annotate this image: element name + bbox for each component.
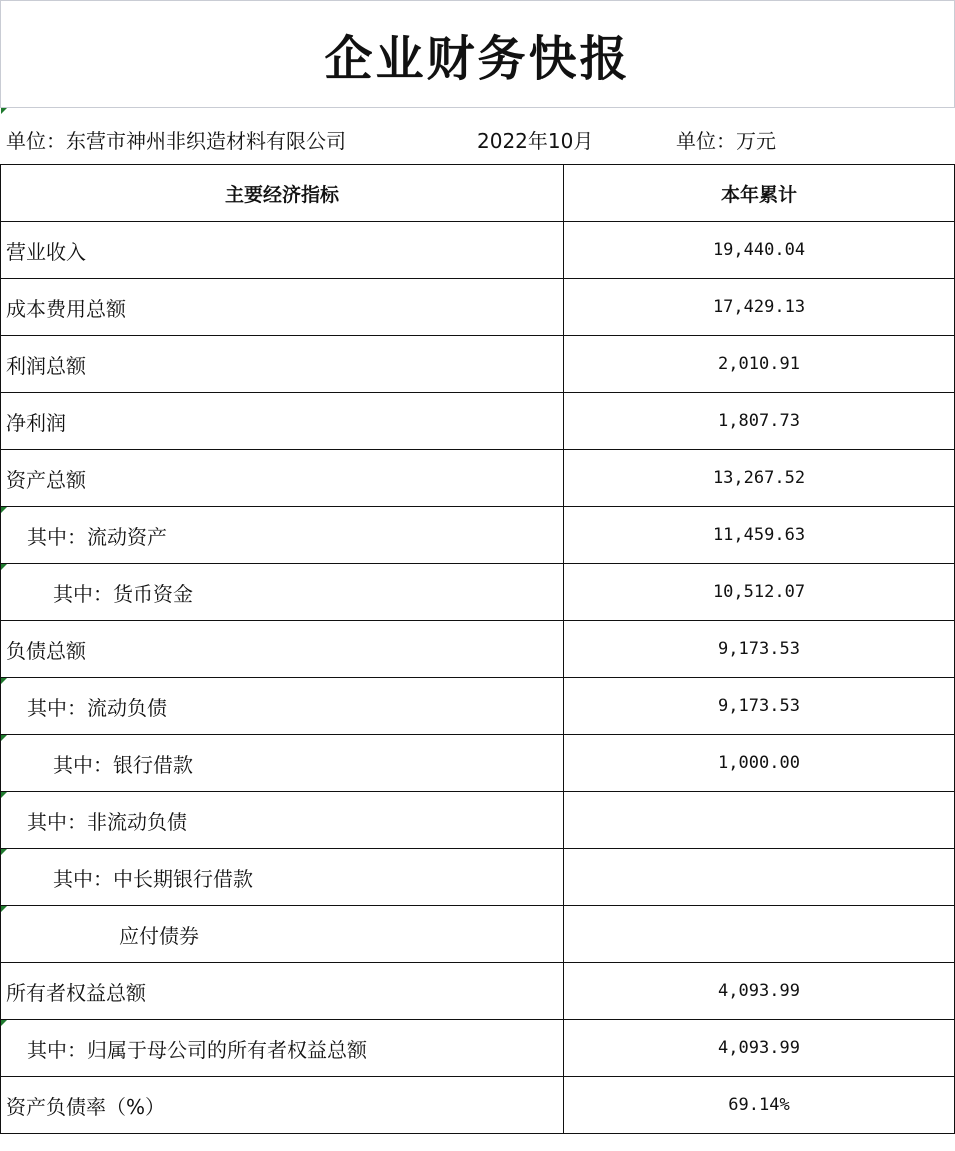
table-row xyxy=(1,678,955,735)
row-value[interactable]: 19,440.04 xyxy=(564,222,955,279)
row-value[interactable]: 9,173.53 xyxy=(564,621,955,678)
row-label[interactable]: 所有者权益总额 xyxy=(1,963,564,1020)
company-name: 单位：东营市神州非织造材料有限公司 xyxy=(6,129,346,153)
table-row xyxy=(1,279,955,336)
row-label[interactable]: 资产总额 xyxy=(1,450,564,507)
row-label[interactable]: 资产负债率（%） xyxy=(1,1077,564,1134)
row-value[interactable]: 1,807.73 xyxy=(564,393,955,450)
column-header-indicator[interactable]: 主要经济指标 xyxy=(1,165,564,222)
row-label[interactable]: 其中：归属于母公司的所有者权益总额 xyxy=(1,1020,564,1077)
row-label[interactable]: 其中：非流动负债 xyxy=(1,792,564,849)
report-meta-row[interactable] xyxy=(0,108,955,164)
table-row xyxy=(1,222,955,279)
row-label[interactable]: 其中：流动负债 xyxy=(1,678,564,735)
report-period: 2022年10月 xyxy=(477,129,594,153)
row-label[interactable]: 其中：中长期银行借款 xyxy=(1,849,564,906)
row-value[interactable]: 9,173.53 xyxy=(564,678,955,735)
table-row xyxy=(1,393,955,450)
row-value[interactable]: 17,429.13 xyxy=(564,279,955,336)
currency-unit: 单位：万元 xyxy=(676,129,776,153)
table-row xyxy=(1,450,955,507)
row-label[interactable]: 净利润 xyxy=(1,393,564,450)
row-value[interactable]: 4,093.99 xyxy=(564,1020,955,1077)
row-label[interactable]: 其中：货币资金 xyxy=(1,564,564,621)
row-label[interactable]: 成本费用总额 xyxy=(1,279,564,336)
row-value[interactable]: 10,512.07 xyxy=(564,564,955,621)
table-row xyxy=(1,1077,955,1134)
row-label[interactable]: 其中：银行借款 xyxy=(1,735,564,792)
row-value[interactable] xyxy=(564,849,955,906)
row-value[interactable] xyxy=(564,906,955,963)
table-row xyxy=(1,1020,955,1077)
table-row xyxy=(1,906,955,963)
table-row xyxy=(1,735,955,792)
table-row xyxy=(1,621,955,678)
column-header-ytd[interactable]: 本年累计 xyxy=(564,165,955,222)
row-value[interactable] xyxy=(564,792,955,849)
table-row xyxy=(1,336,955,393)
row-value[interactable]: 11,459.63 xyxy=(564,507,955,564)
row-label[interactable]: 利润总额 xyxy=(1,336,564,393)
financial-table xyxy=(0,164,955,1134)
table-row xyxy=(1,849,955,906)
row-value[interactable]: 1,000.00 xyxy=(564,735,955,792)
row-value[interactable]: 69.14% xyxy=(564,1077,955,1134)
row-label[interactable]: 营业收入 xyxy=(1,222,564,279)
table-row xyxy=(1,792,955,849)
row-label[interactable]: 其中：流动资产 xyxy=(1,507,564,564)
row-label[interactable]: 应付债券 xyxy=(1,906,564,963)
title-cell[interactable] xyxy=(0,0,955,108)
table-row xyxy=(1,564,955,621)
row-value[interactable]: 4,093.99 xyxy=(564,963,955,1020)
table-row xyxy=(1,507,955,564)
table-header-row xyxy=(1,165,955,222)
report-title: 企业财务快报 xyxy=(324,30,631,87)
row-label[interactable]: 负债总额 xyxy=(1,621,564,678)
row-value[interactable]: 2,010.91 xyxy=(564,336,955,393)
row-value[interactable]: 13,267.52 xyxy=(564,450,955,507)
table-row xyxy=(1,963,955,1020)
